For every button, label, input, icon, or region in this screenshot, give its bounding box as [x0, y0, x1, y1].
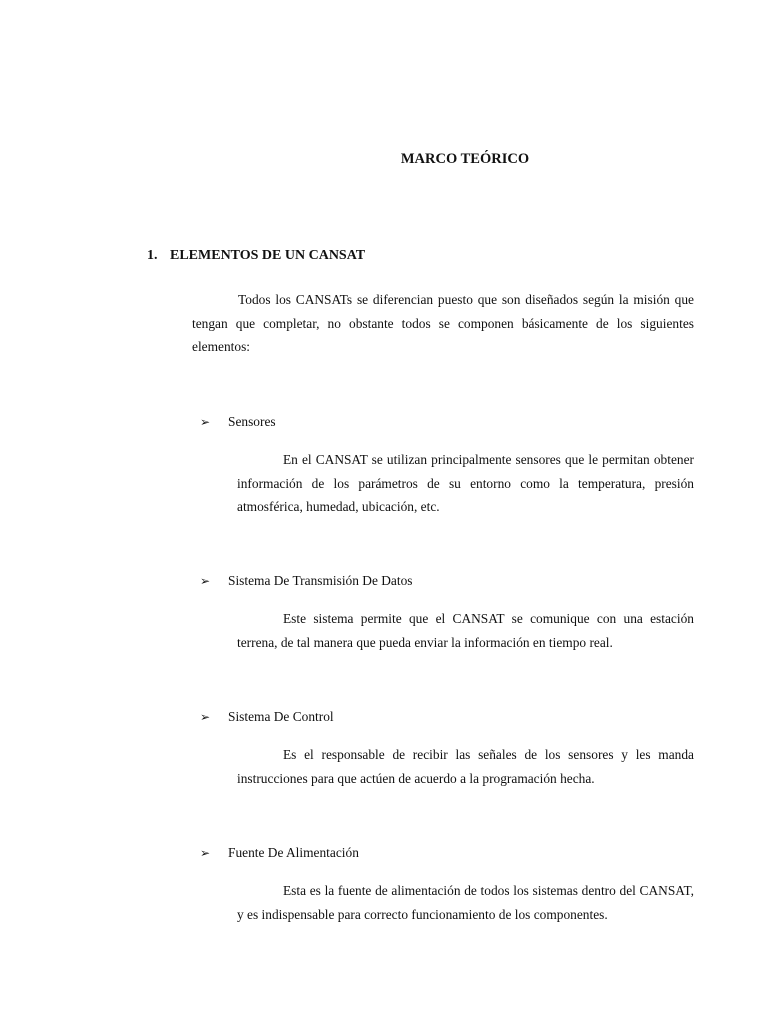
bullet-heading: Sensores	[228, 414, 276, 429]
arrow-bullet-icon: ➢	[200, 710, 211, 724]
bullet-item-control	[200, 709, 334, 725]
bullet-item-alimentacion	[200, 845, 359, 861]
bullet-heading: Sistema De Control	[228, 709, 334, 724]
item-paragraph: Es el responsable de recibir las señales de los sensores y les manda instrucciones para que actúen de acuerdo a la programación hecha.	[237, 747, 694, 786]
item-paragraph: Esta es la fuente de alimentación de todos los sistemas dentro del CANSAT, y es indispensable para correcto funcionamiento de los componentes.	[237, 883, 694, 922]
item-paragraph: Este sistema permite que el CANSAT se comunique con una estación terrena, de tal manera que pueda enviar la información en tiempo real.	[237, 611, 694, 650]
arrow-bullet-icon: ➢	[200, 415, 211, 429]
section-heading-text: ELEMENTOS DE UN CANSAT	[170, 248, 366, 263]
bullet-item-sensores	[200, 414, 276, 430]
intro-paragraph: Todos los CANSATs se diferencian puesto que son diseñados según la misión que tengan que completar, no obstante todos se componen básicamente de los siguientes elementos:	[192, 292, 694, 354]
bullet-heading: Sistema De Transmisión De Datos	[228, 573, 413, 588]
section-heading	[147, 248, 365, 264]
bullet-item-transmision	[200, 573, 413, 589]
section-number: 1.	[147, 248, 158, 263]
arrow-bullet-icon: ➢	[200, 574, 211, 588]
item-paragraph: En el CANSAT se utilizan principalmente sensores que le permitan obtener información de los parámetros de su entorno como la temperatura, presión atmosférica, humedad, ubicación, etc.	[237, 452, 694, 514]
page-title: MARCO TEÓRICO	[400, 151, 530, 167]
bullet-heading: Fuente De Alimentación	[228, 845, 359, 860]
arrow-bullet-icon: ➢	[200, 846, 211, 860]
